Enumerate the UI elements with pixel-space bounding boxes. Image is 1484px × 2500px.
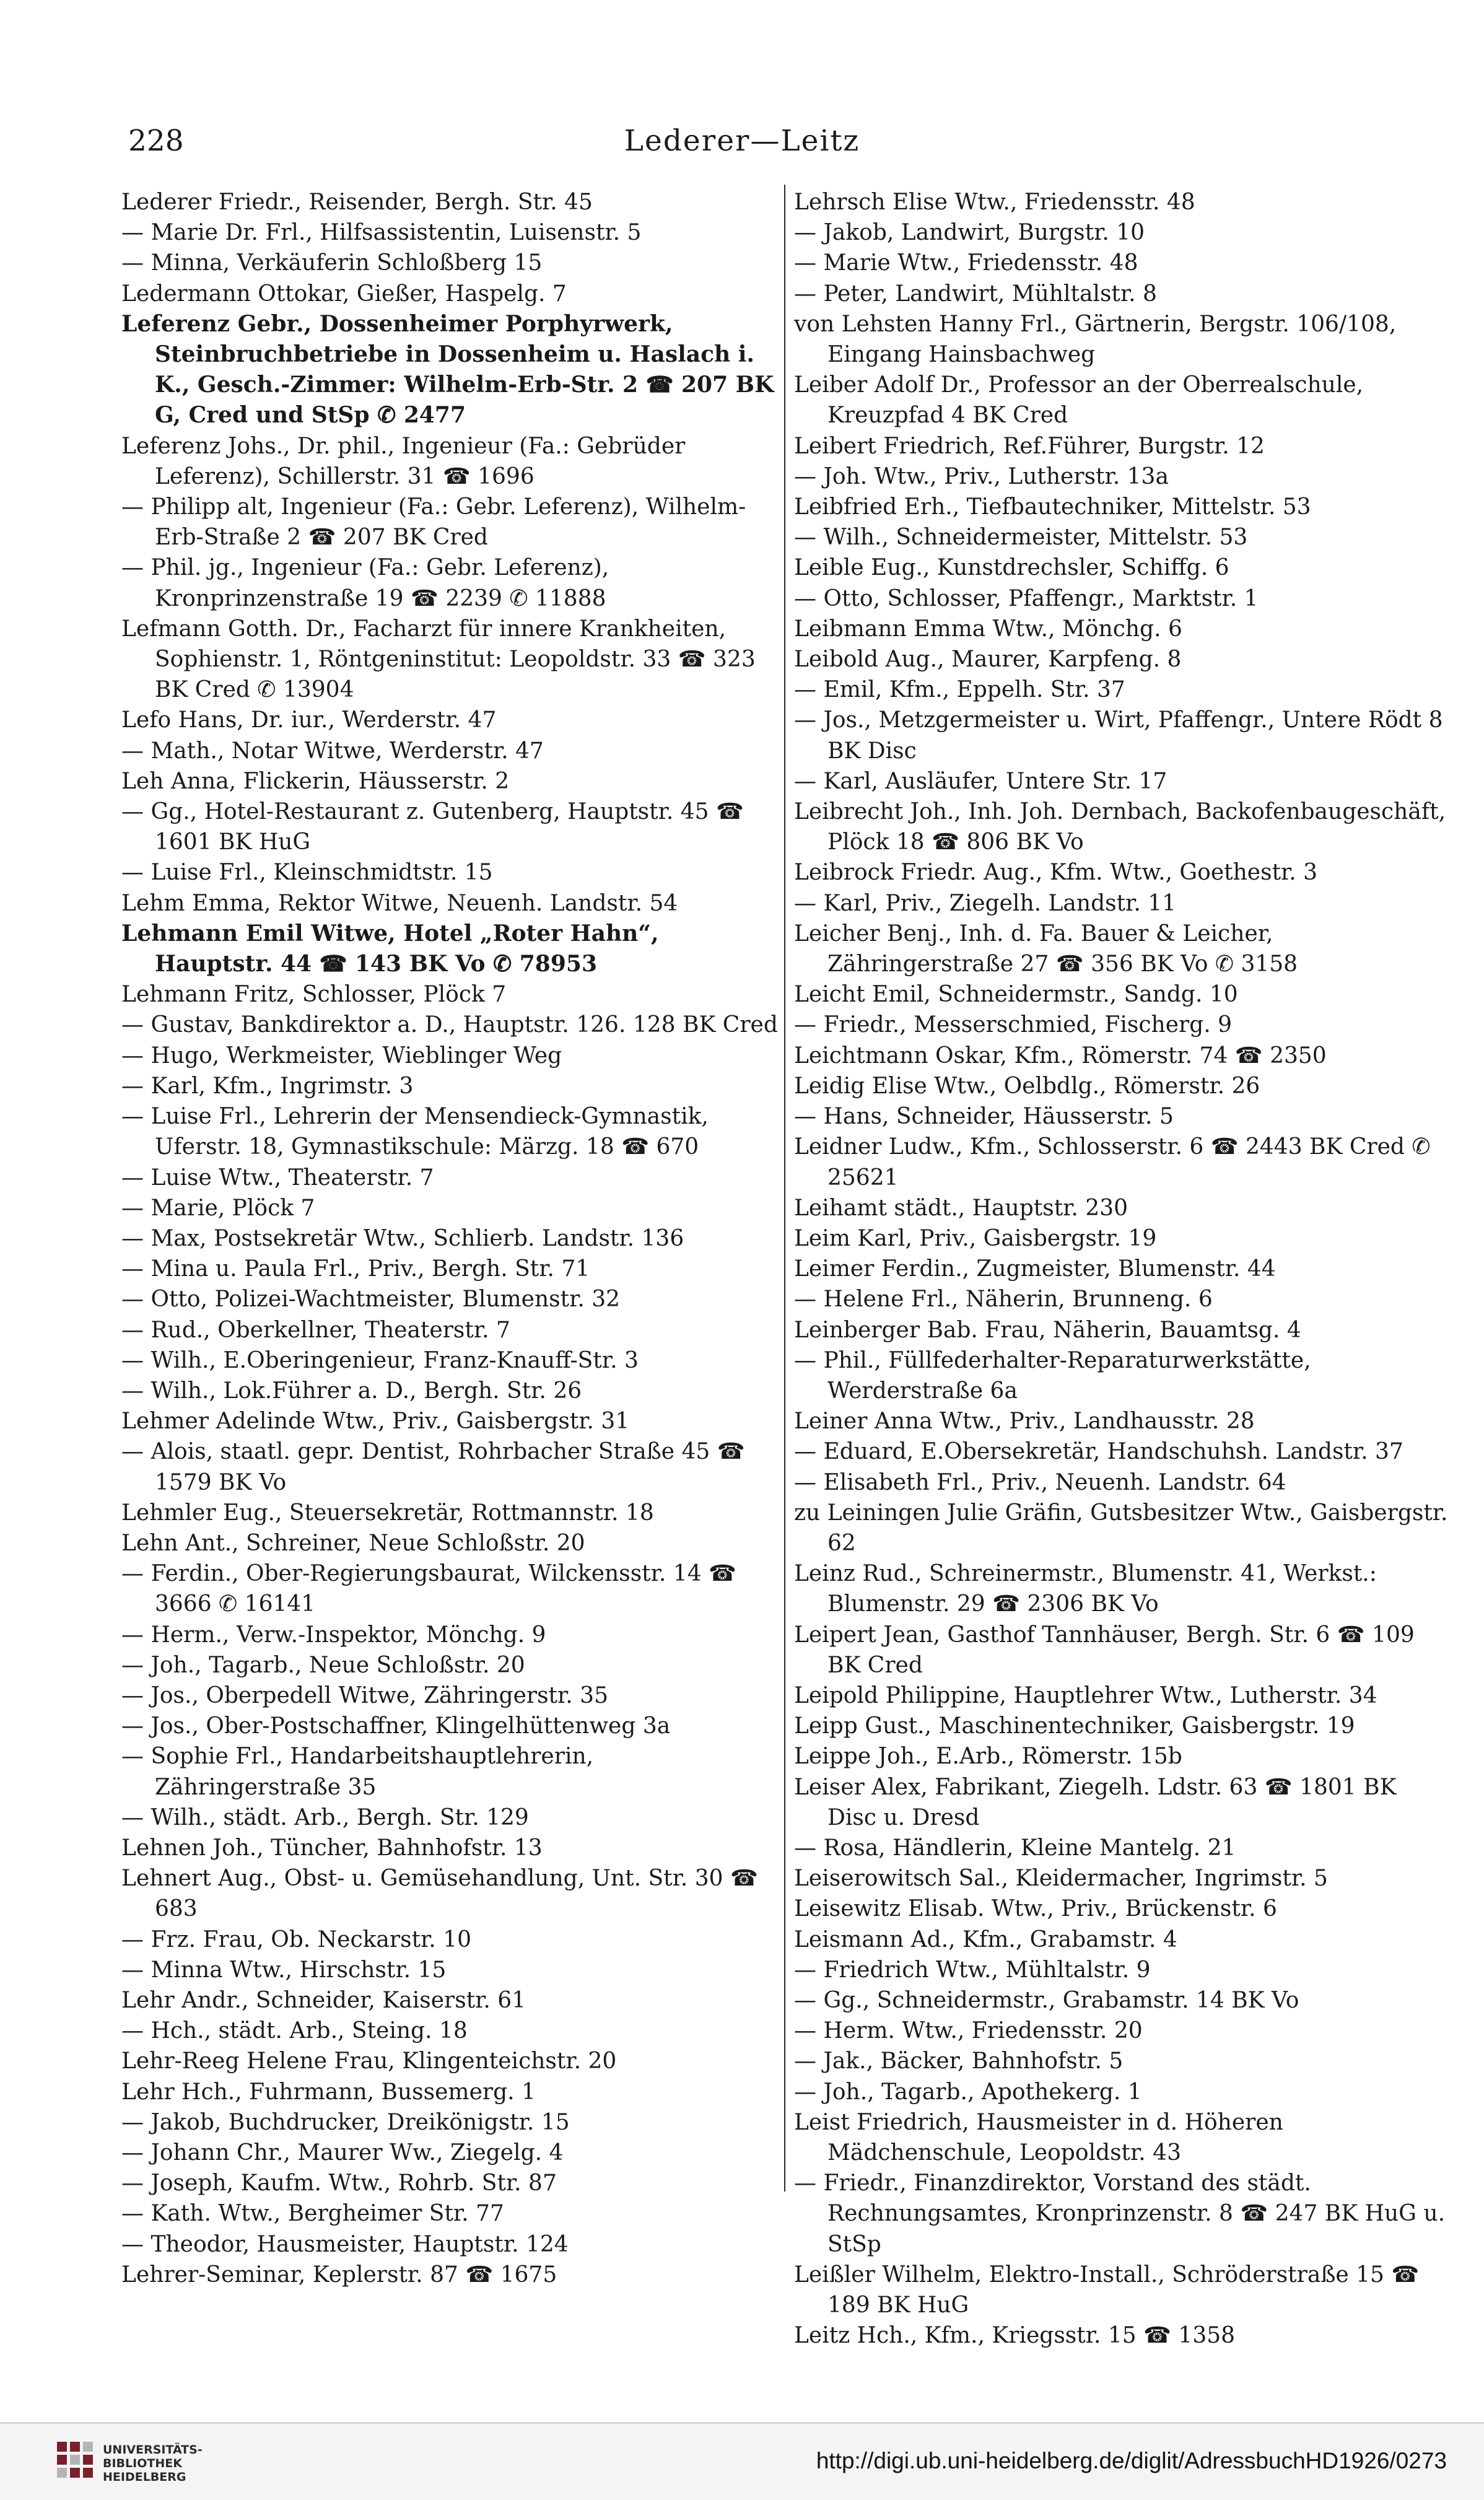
directory-entry: — Wilh., Lok.Führer a. D., Bergh. Str. 26 — [121, 1378, 582, 1404]
directory-entry: — Joseph, Kaufm. Wtw., Rohrb. Str. 87 — [121, 2170, 557, 2196]
directory-entry: Leimer Ferdin., Zugmeister, Blumenstr. 44 — [794, 1256, 1276, 1282]
directory-entry: Lehr Hch., Fuhrmann, Bussemerg. 1 — [121, 2079, 536, 2105]
directory-entry: — Otto, Schlosser, Pfaffengr., Marktstr. 1 — [794, 585, 1259, 611]
directory-entry: Ledermann Ottokar, Gießer, Haspelg. 7 — [121, 281, 567, 307]
directory-entry: — Philipp alt, Ingenieur (Fa.: Gebr. Leferenz), Wilhelm-Erb-Straße 2 ☎ 207 BK Cred — [121, 494, 746, 551]
directory-entry: — Herm. Wtw., Friedensstr. 20 — [794, 2018, 1143, 2044]
directory-entry: Leferenz Gebr., Dossenheimer Porphyrwerk, Steinbruchbetriebe in Dossenheim u. Haslach i. K., Gesch.-Zimmer: Wilhelm-Erb-Str. 2 ☎ 207 BK G, Cred und StSp ✆ 2477 — [121, 310, 774, 429]
directory-entry: Lefmann Gotth. Dr., Facharzt für innere Krankheiten, Sophienstr. 1, Röntgeninstitut: Leopoldstr. 33 ☎ 323 BK Cred ✆ 13904 — [121, 616, 756, 703]
directory-entry: — Jos., Ober-Postschaffner, Klingelhüttenweg 3a — [121, 1713, 671, 1739]
directory-entry: Leihamt städt., Hauptstr. 230 — [794, 1195, 1128, 1221]
directory-entry: Leidner Ludw., Kfm., Schlosserstr. 6 ☎ 2443 BK Cred ✆ 25621 — [794, 1134, 1431, 1191]
directory-entry: — Friedrich Wtw., Mühltalstr. 9 — [794, 1957, 1151, 1983]
directory-entry: — Jakob, Landwirt, Burgstr. 10 — [794, 220, 1145, 246]
directory-entry: — Theodor, Hausmeister, Hauptstr. 124 — [121, 2231, 569, 2257]
directory-entry: — Minna, Verkäuferin Schloßberg 15 — [121, 250, 543, 276]
directory-entry: — Karl, Ausläufer, Untere Str. 17 — [794, 768, 1168, 794]
directory-entry: — Jak., Bäcker, Bahnhofstr. 5 — [794, 2048, 1124, 2074]
directory-entry: Leißler Wilhelm, Elektro-Install., Schröderstraße 15 ☎ 189 BK HuG — [794, 2262, 1420, 2319]
directory-entry: Leibfried Erh., Tiefbautechniker, Mittelstr. 53 — [794, 494, 1311, 520]
directory-entry: — Luise Wtw., Theaterstr. 7 — [121, 1165, 434, 1191]
directory-entry: Lederer Friedr., Reisender, Bergh. Str. 45 — [121, 190, 593, 215]
directory-entry: — Hugo, Werkmeister, Wieblinger Weg — [121, 1042, 562, 1069]
directory-entry: Leim Karl, Priv., Gaisbergstr. 19 — [794, 1225, 1157, 1251]
directory-entry: Lehm Emma, Rektor Witwe, Neuenh. Landstr. 54 — [121, 890, 678, 916]
directory-entry: Lefo Hans, Dr. iur., Werderstr. 47 — [121, 707, 497, 733]
directory-entry: Leinz Rud., Schreinermstr., Blumenstr. 41, Werkst.: Blumenstr. 29 ☎ 2306 BK Vo — [794, 1561, 1377, 1617]
directory-entry: Leist Friedrich, Hausmeister in d. Höheren Mädchenschule, Leopoldstr. 43 — [794, 2109, 1283, 2166]
directory-entry: — Phil., Füllfederhalter-Reparaturwerkstätte, Werderstraße 6a — [794, 1347, 1311, 1404]
directory-entry: Leiber Adolf Dr., Professor an der Oberrealschule, Kreuzpfad 4 BK Cred — [794, 372, 1364, 429]
directory-entry: — Wilh., Schneidermeister, Mittelstr. 53 — [794, 525, 1248, 551]
directory-entry: Leipert Jean, Gasthof Tannhäuser, Bergh. Str. 6 ☎ 109 BK Cred — [794, 1622, 1415, 1678]
directory-entry: — Herm., Verw.-Inspektor, Mönchg. 9 — [121, 1622, 546, 1648]
directory-entry: Leidig Elise Wtw., Oelbdlg., Römerstr. 26 — [794, 1073, 1260, 1099]
directory-entry: Leismann Ad., Kfm., Grabamstr. 4 — [794, 1926, 1177, 1952]
directory-entry: Lehmler Eug., Steuersekretär, Rottmannstr. 18 — [121, 1500, 654, 1526]
directory-entry: — Eduard, E.Obersekretär, Handschuhsh. Landstr. 37 — [794, 1439, 1403, 1465]
directory-entry: — Ferdin., Ober-Regierungsbaurat, Wilckensstr. 14 ☎ 3666 ✆ 16141 — [121, 1561, 736, 1617]
directory-entry: — Mina u. Paula Frl., Priv., Bergh. Str. 71 — [121, 1256, 590, 1282]
directory-entry: — Alois, staatl. gepr. Dentist, Rohrbacher Straße 45 ☎ 1579 BK Vo — [121, 1439, 745, 1495]
directory-entry: Leipp Gust., Maschinentechniker, Gaisbergstr. 19 — [794, 1713, 1355, 1739]
directory-entry: Leible Eug., Kunstdrechsler, Schiffg. 6 — [794, 555, 1229, 581]
directory-entry: Leibrock Friedr. Aug., Kfm. Wtw., Goethestr. 3 — [794, 860, 1318, 886]
directory-entry: — Rud., Oberkellner, Theaterstr. 7 — [121, 1317, 510, 1343]
directory-entry: — Karl, Priv., Ziegelh. Landstr. 11 — [794, 890, 1177, 916]
directory-entry: — Joh., Tagarb., Neue Schloßstr. 20 — [121, 1652, 525, 1678]
directory-entry: Lehr-Reeg Helene Frau, Klingenteichstr. 20 — [121, 2048, 617, 2074]
directory-entry: Lehn Ant., Schreiner, Neue Schloßstr. 20 — [121, 1530, 585, 1556]
directory-entry: — Rosa, Händlerin, Kleine Mantelg. 21 — [794, 1835, 1236, 1861]
directory-entry: Leh Anna, Flickerin, Häusserstr. 2 — [121, 768, 510, 794]
running-head: Lederer—Leitz — [624, 124, 860, 158]
library-logo-icon — [57, 2442, 93, 2478]
directory-entry: — Gustav, Bankdirektor a. D., Hauptstr. 126. 128 BK Cred — [121, 1012, 778, 1038]
directory-entry: Leibert Friedrich, Ref.Führer, Burgstr. 12 — [794, 433, 1265, 459]
directory-entry: Leippe Joh., E.Arb., Römerstr. 15b — [794, 1744, 1182, 1770]
directory-entry: von Lehsten Hanny Frl., Gärtnerin, Bergstr. 106/108, Eingang Hainsbachweg — [794, 311, 1397, 368]
directory-entry: — Luise Frl., Lehrerin der Mensendieck-Gymnastik, Uferstr. 18, Gymnastikschule: Märzg. 18 ☎ 670 — [121, 1104, 709, 1160]
directory-entry: Lehmann Emil Witwe, Hotel „Roter Hahn“, Hauptstr. 44 ☎ 143 BK Vo ✆ 78953 — [121, 920, 659, 977]
directory-entry: — Math., Notar Witwe, Werderstr. 47 — [121, 738, 544, 764]
directory-entry: Lehrsch Elise Wtw., Friedensstr. 48 — [794, 190, 1195, 215]
directory-entry: Leicher Benj., Inh. d. Fa. Bauer & Leicher, Zähringerstraße 27 ☎ 356 BK Vo ✆ 3158 — [794, 920, 1298, 977]
directory-entry: — Joh. Wtw., Priv., Lutherstr. 13a — [794, 463, 1169, 489]
directory-entry: Leibold Aug., Maurer, Karpfeng. 8 — [794, 647, 1182, 673]
directory-entry: — Joh., Tagarb., Apothekerg. 1 — [794, 2079, 1142, 2105]
directory-entry: — Max, Postsekretär Wtw., Schlierb. Landstr. 136 — [121, 1225, 684, 1251]
left-column — [121, 187, 778, 2290]
library-logo-text — [103, 2443, 203, 2484]
directory-entry: — Wilh., städt. Arb., Bergh. Str. 129 — [121, 1804, 529, 1830]
directory-entry: — Marie Wtw., Friedensstr. 48 — [794, 250, 1138, 276]
directory-entry: — Gg., Schneidermstr., Grabamstr. 14 BK Vo — [794, 1987, 1299, 2013]
directory-entry: — Frz. Frau, Ob. Neckarstr. 10 — [121, 1926, 471, 1952]
column-divider — [784, 185, 785, 2192]
right-column — [794, 187, 1451, 2351]
directory-entry: Leibmann Emma Wtw., Mönchg. 6 — [794, 616, 1182, 642]
directory-entry: Leibrecht Joh., Inh. Joh. Dernbach, Backofenbaugeschäft, Plöck 18 ☎ 806 BK Vo — [794, 799, 1446, 855]
directory-entry: Leinberger Bab. Frau, Näherin, Bauamtsg. 4 — [794, 1317, 1301, 1343]
directory-entry: — Kath. Wtw., Bergheimer Str. 77 — [121, 2201, 504, 2227]
directory-entry: Leitz Hch., Kfm., Kriegsstr. 15 ☎ 1358 — [794, 2323, 1236, 2349]
directory-entry: Leicht Emil, Schneidermstr., Sandg. 10 — [794, 982, 1238, 1008]
directory-entry: Lehrer-Seminar, Keplerstr. 87 ☎ 1675 — [121, 2262, 557, 2288]
directory-entry: — Helene Frl., Näherin, Brunneng. 6 — [794, 1287, 1213, 1313]
directory-entry: Lehmann Fritz, Schlosser, Plöck 7 — [121, 982, 507, 1008]
logo-line: BIBLIOTHEK — [103, 2457, 182, 2470]
directory-entry: — Sophie Frl., Handarbeitshauptlehrerin, Zähringerstraße 35 — [121, 1744, 594, 1800]
directory-entry: Leisewitz Elisab. Wtw., Priv., Brückenstr. 6 — [794, 1896, 1277, 1922]
directory-entry: — Minna Wtw., Hirschstr. 15 — [121, 1957, 447, 1983]
directory-entry: — Marie Dr. Frl., Hilfsassistentin, Luisenstr. 5 — [121, 220, 642, 246]
directory-entry: — Jakob, Buchdrucker, Dreikönigstr. 15 — [121, 2109, 570, 2135]
directory-entry: — Marie, Plöck 7 — [121, 1195, 315, 1221]
directory-entry: zu Leiningen Julie Gräfin, Gutsbesitzer Wtw., Gaisbergstr. 62 — [794, 1500, 1448, 1556]
directory-entry: — Friedr., Finanzdirektor, Vorstand des städt. Rechnungsamtes, Kronprinzenstr. 8 ☎ 247 BK HuG u. StSp — [794, 2170, 1446, 2257]
source-url-link[interactable]: http://digi.ub.uni-heidelberg.de/diglit/AdressbuchHD1926/0273 — [816, 2448, 1447, 2473]
directory-entry: — Peter, Landwirt, Mühltalstr. 8 — [794, 281, 1157, 307]
logo-line: UNIVERSITÄTS- — [103, 2443, 203, 2457]
logo-line: HEIDELBERG — [103, 2470, 186, 2484]
directory-entry: — Otto, Polizei-Wachtmeister, Blumenstr. 32 — [121, 1287, 621, 1313]
directory-entry: Lehmer Adelinde Wtw., Priv., Gaisbergstr. 31 — [121, 1409, 630, 1435]
directory-entry: — Wilh., E.Oberingenieur, Franz-Knauff-Str. 3 — [121, 1347, 639, 1373]
directory-entry: — Karl, Kfm., Ingrimstr. 3 — [121, 1073, 414, 1099]
directory-entry: Leiner Anna Wtw., Priv., Landhausstr. 28 — [794, 1409, 1255, 1435]
directory-entry: — Luise Frl., Kleinschmidtstr. 15 — [121, 860, 493, 886]
directory-entry: — Friedr., Messerschmied, Fischerg. 9 — [794, 1012, 1233, 1038]
directory-entry: — Hans, Schneider, Häusserstr. 5 — [794, 1104, 1174, 1130]
directory-entry: Leferenz Johs., Dr. phil., Ingenieur (Fa.: Gebrüder Leferenz), Schillerstr. 31 ☎ 1696 — [121, 433, 686, 489]
directory-entry: — Elisabeth Frl., Priv., Neuenh. Landstr. 64 — [794, 1469, 1286, 1495]
directory-entry: Lehnert Aug., Obst- u. Gemüsehandlung, Unt. Str. 30 ☎ 683 — [121, 1866, 758, 1922]
directory-entry: Leiser Alex, Fabrikant, Ziegelh. Ldstr. 63 ☎ 1801 BK Disc u. Dresd — [794, 1774, 1397, 1830]
directory-entry: Leiserowitsch Sal., Kleidermacher, Ingrimstr. 5 — [794, 1866, 1328, 1892]
directory-entry: Leipold Philippine, Hauptlehrer Wtw., Lutherstr. 34 — [794, 1682, 1377, 1708]
directory-entry: — Johann Chr., Maurer Ww., Ziegelg. 4 — [121, 2140, 564, 2166]
directory-entry: — Jos., Metzgermeister u. Wirt, Pfaffengr., Untere Rödt 8 BK Disc — [794, 707, 1443, 764]
page-number: 228 — [128, 124, 184, 158]
directory-entry: — Hch., städt. Arb., Steing. 18 — [121, 2018, 468, 2044]
directory-entry: — Jos., Oberpedell Witwe, Zähringerstr. 35 — [121, 1682, 608, 1708]
directory-entry: — Emil, Kfm., Eppelh. Str. 37 — [794, 677, 1125, 703]
directory-entry: Lehr Andr., Schneider, Kaiserstr. 61 — [121, 1987, 526, 2013]
directory-entry: — Gg., Hotel-Restaurant z. Gutenberg, Hauptstr. 45 ☎ 1601 BK HuG — [121, 799, 744, 855]
directory-entry: Lehnen Joh., Tüncher, Bahnhofstr. 13 — [121, 1835, 543, 1861]
directory-entry: — Phil. jg., Ingenieur (Fa.: Gebr. Leferenz), Kronprinzenstraße 19 ☎ 2239 ✆ 11888 — [121, 555, 609, 611]
directory-entry: Leichtmann Oskar, Kfm., Römerstr. 74 ☎ 2350 — [794, 1042, 1327, 1069]
